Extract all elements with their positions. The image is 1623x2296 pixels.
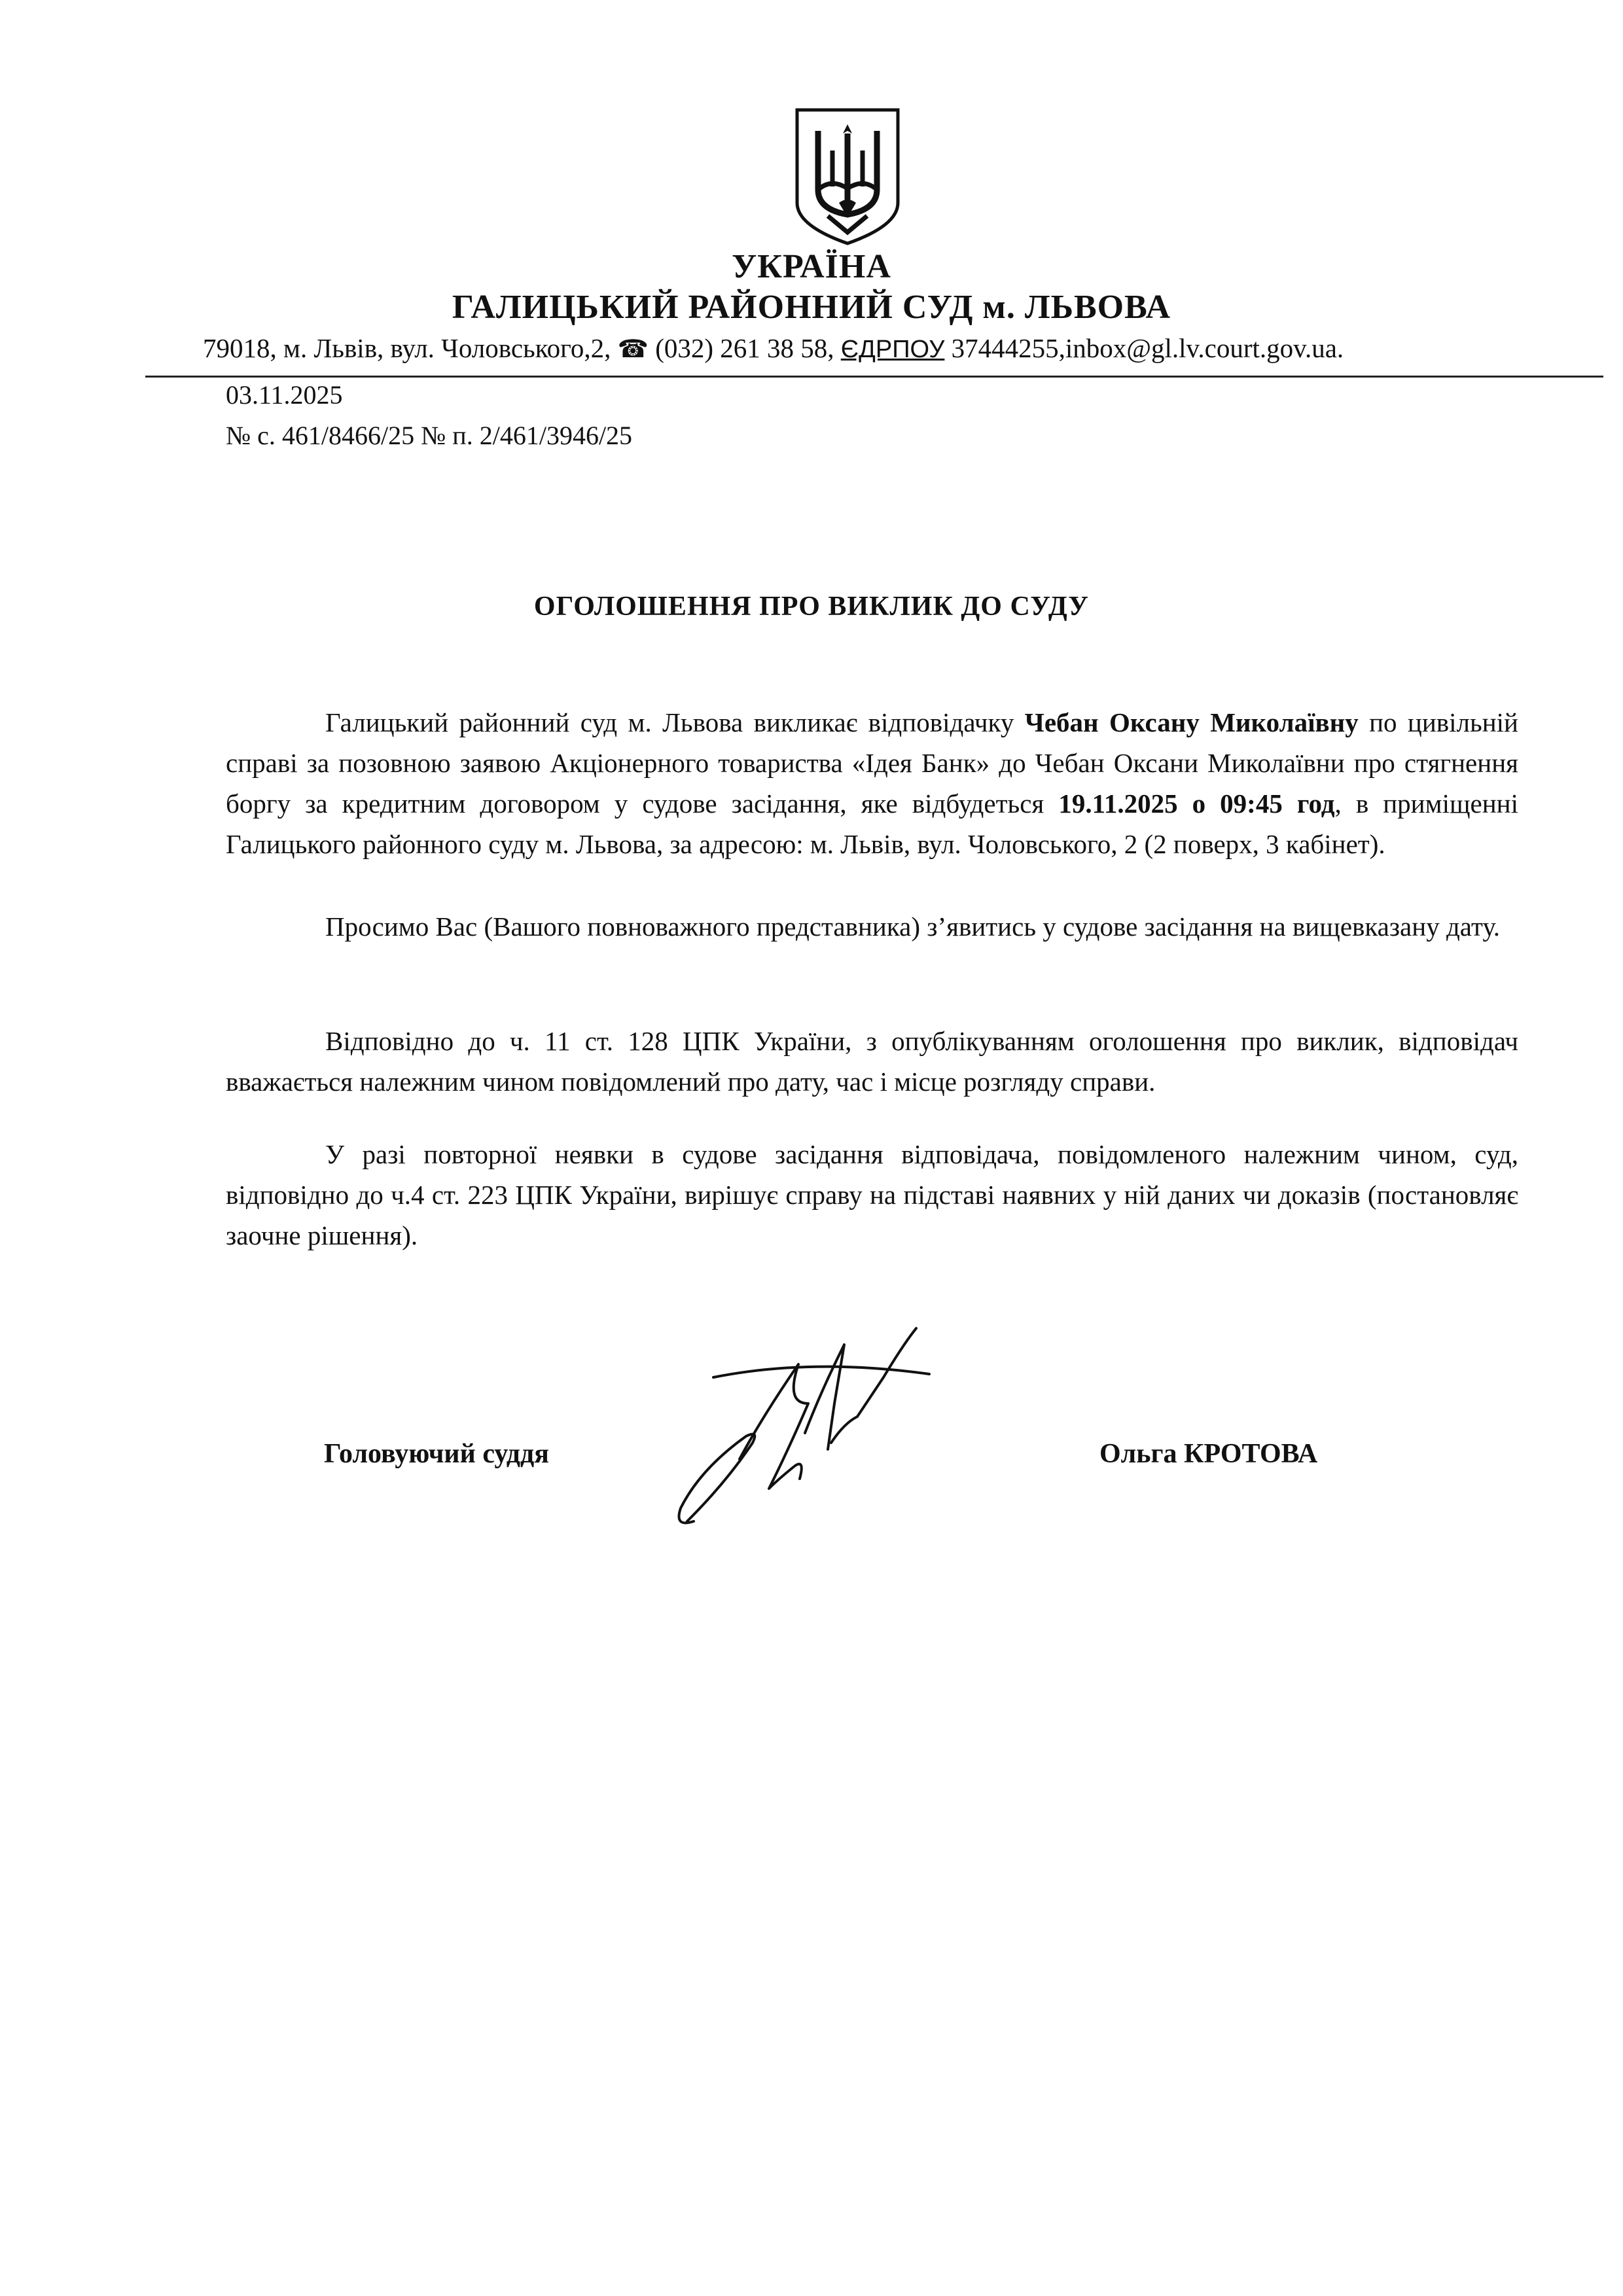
edrpou-label: ЄДРПОУ — [840, 336, 945, 363]
header-divider — [145, 376, 1603, 378]
p1-text-2: по цивільній справі за позовною заявою Акціонерного товариства «Ідея Банк» до Чебан Оксани Миколаївни про стягнення боргу за кредитним договором у судове засідання, яке відбудеться — [226, 707, 1518, 819]
court-name: ГАЛИЦЬКИЙ РАЙОННИЙ СУД м. ЛЬВОВА — [452, 289, 1171, 326]
telephone-icon: ☎ — [617, 336, 649, 363]
body-paragraph-1 — [226, 702, 1518, 864]
document-date: 03.11.2025 — [226, 380, 343, 410]
handwritten-signature — [648, 1318, 1054, 1534]
body-paragraph-2: Просимо Вас (Вашого повноважного представника) з’явитись у судове засідання на вищевказану дату. — [325, 911, 1500, 942]
hearing-datetime: 19.11.2025 о 09:45 год — [1058, 788, 1335, 819]
p1-text-3: , в приміщенні Галицького районного суду м. Львова, за адресою: м. Львів, вул. Чоловського, 2 (2 поверх, 3 кабінет). — [226, 788, 1518, 859]
country-name: УКРАЇНА — [732, 248, 891, 285]
signatory-role: Головуючий суддя — [324, 1439, 549, 1469]
signatory-name: Ольга КРОТОВА — [1099, 1439, 1318, 1469]
defendant-name: Чебан Оксану Миколаївну — [1024, 707, 1359, 737]
body-paragraph-4: У разі повторної неявки в судове засідання відповідача, повідомленого належним чином, суд, відповідно до ч.4 ст. 223 ЦПК України, вирішує справу на підставі наявних у ній даних чи доказів (постановляє заочне рішення). — [226, 1139, 1518, 1250]
case-numbers: № с. 461/8466/25 № п. 2/461/3946/25 — [226, 421, 633, 450]
body-paragraph-3: Відповідно до ч. 11 ст. 128 ЦПК України, з опублікуванням оголошення про виклик, відповідач вважається належним чином повідомлений про дату, час і місце розгляду справи. — [226, 1026, 1518, 1097]
address-text: 79018, м. Львів, вул. Чоловського,2, — [203, 333, 611, 363]
edrpou-and-email: 37444255,inbox@gl.lv.court.gov.ua. — [951, 333, 1344, 363]
phone-number: (032) 261 38 58, — [655, 333, 834, 363]
coat-of-arms-icon — [792, 105, 903, 249]
p1-text-1: Галицький районний суд м. Львова викликає відповідачку — [325, 707, 1025, 737]
document-title: ОГОЛОШЕННЯ ПРО ВИКЛИК ДО СУДУ — [533, 592, 1090, 622]
court-address-line — [203, 332, 1603, 364]
